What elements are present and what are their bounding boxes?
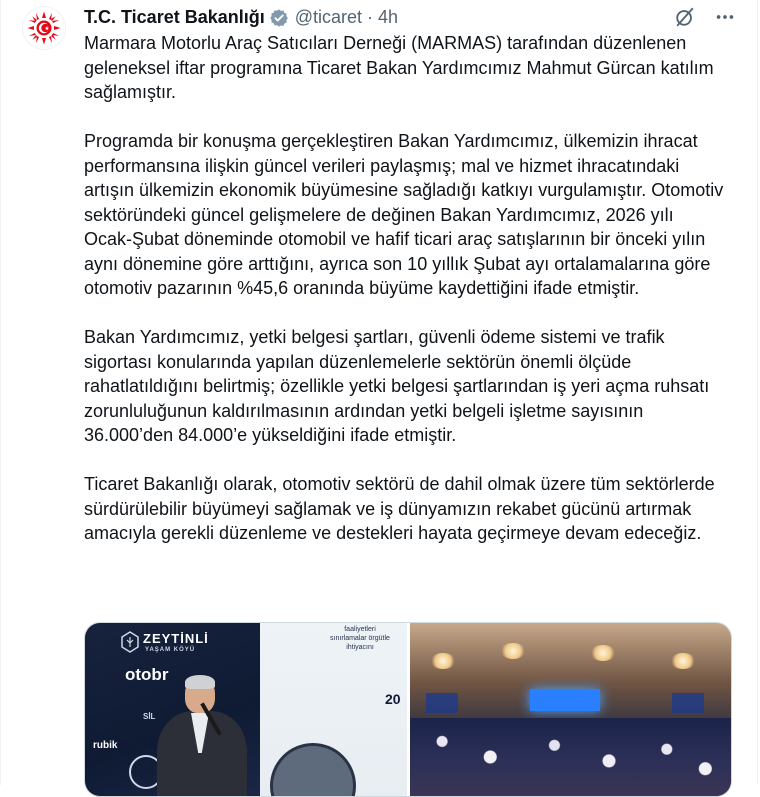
chandelier	[500, 643, 526, 659]
tweet-header	[84, 5, 737, 29]
side-screen-left	[426, 693, 458, 713]
photo-hall[interactable]	[410, 623, 732, 796]
banner-text: faaliyetleri sınırlamalar örgütle ihtiyacını	[330, 626, 390, 651]
tweet-media[interactable]	[84, 622, 732, 797]
verified-badge-icon	[269, 8, 289, 28]
brand-sil: SİL	[143, 712, 156, 721]
more-dots-icon[interactable]	[713, 5, 737, 29]
chandelier	[430, 653, 456, 669]
tweet-paragraph: Programda bir konuşma gerçekleştiren Bakan Yardımcımız, ülkemizin ihracat performansına ilişkin güncel verileri paylaşmış; mal ve hizmet ihracatındaki artışın ülkemizin ekonomik büyümesine sağladığı katkıyı vurgulamıştır. Otomotiv sektöründeki güncel gelişmelere de değinen Bakan Yardımcımız, 2026 yılı Ocak-Şubat döneminde otomobil ve hafif ticari araç satışlarının bir önceki yılın aynı dönemine göre arttığını, ayrıca son 10 yıllık Şubat ayı ortalamalarına göre otomotiv pazarının %45,6 oranında büyüme kaydettiğini ifade etmiştir.	[84, 131, 729, 298]
brand-otobr: otobr	[125, 665, 169, 684]
side-screen-right	[672, 693, 704, 713]
tweet-text	[84, 31, 729, 570]
dinner-crowd	[410, 718, 732, 796]
timestamp[interactable]: 4h	[378, 7, 399, 27]
zeytinli-logo-icon	[121, 631, 139, 653]
tweet-paragraph: Bakan Yardımcımız, yetki belgesi şartları, güvenli ödeme sistemi ve trafik sigortası konularında yapılan düzenlemelerle sektörün önemli ölçüde rahatlatıldığını belirtmiş; özellikle yetki belgesi şartlarından iş yeri açma ruhsatı zorunluluğunun kaldırılmasının ardından yetki belgeli işletme sayısının 36.000’den 84.000’e yükseldiğini ifade etmiştir.	[84, 327, 715, 445]
account-name[interactable]: T.C. Ticaret Bakanlığı	[84, 7, 265, 27]
stage-screen	[530, 689, 600, 711]
tweet-paragraph: Ticaret Bakanlığı olarak, otomotiv sektörü de dahil olmak üzere tüm sektörlerde sürdürülebilir büyümeyi sağlamak ve iş dünyamızın rekabet gücünü artırmak amacıyla gerekli düzenleme ve destekleri hayata geçirmeye devam edeceğiz.	[84, 474, 720, 543]
speaker-hair	[185, 675, 215, 689]
chandelier	[670, 653, 696, 669]
ministry-seal-icon	[26, 10, 62, 46]
banner-number: 20	[385, 691, 401, 707]
brand-zeytinli-sub: YAŞAM KÖYÜ	[145, 647, 196, 653]
chandelier	[590, 645, 616, 661]
grok-icon[interactable]	[673, 5, 697, 29]
separator-dot: ·	[367, 7, 374, 27]
account-handle[interactable]: @ticaret	[294, 7, 363, 27]
podium-seal	[270, 743, 356, 796]
tweet-paragraph: Marmara Motorlu Araç Satıcıları Derneği (MARMAS) tarafından düzenlenen geleneksel iftar programına Ticaret Bakan Yardımcımız Mahmut Gürcan katılım sağlamıştır.	[84, 33, 719, 102]
brand-zeytinli: ZEYTİNLİ	[143, 631, 209, 646]
avatar[interactable]	[22, 6, 66, 50]
brand-rubik: rubik	[93, 740, 118, 751]
header-actions	[673, 5, 737, 29]
photo-speaker[interactable]	[85, 623, 407, 796]
